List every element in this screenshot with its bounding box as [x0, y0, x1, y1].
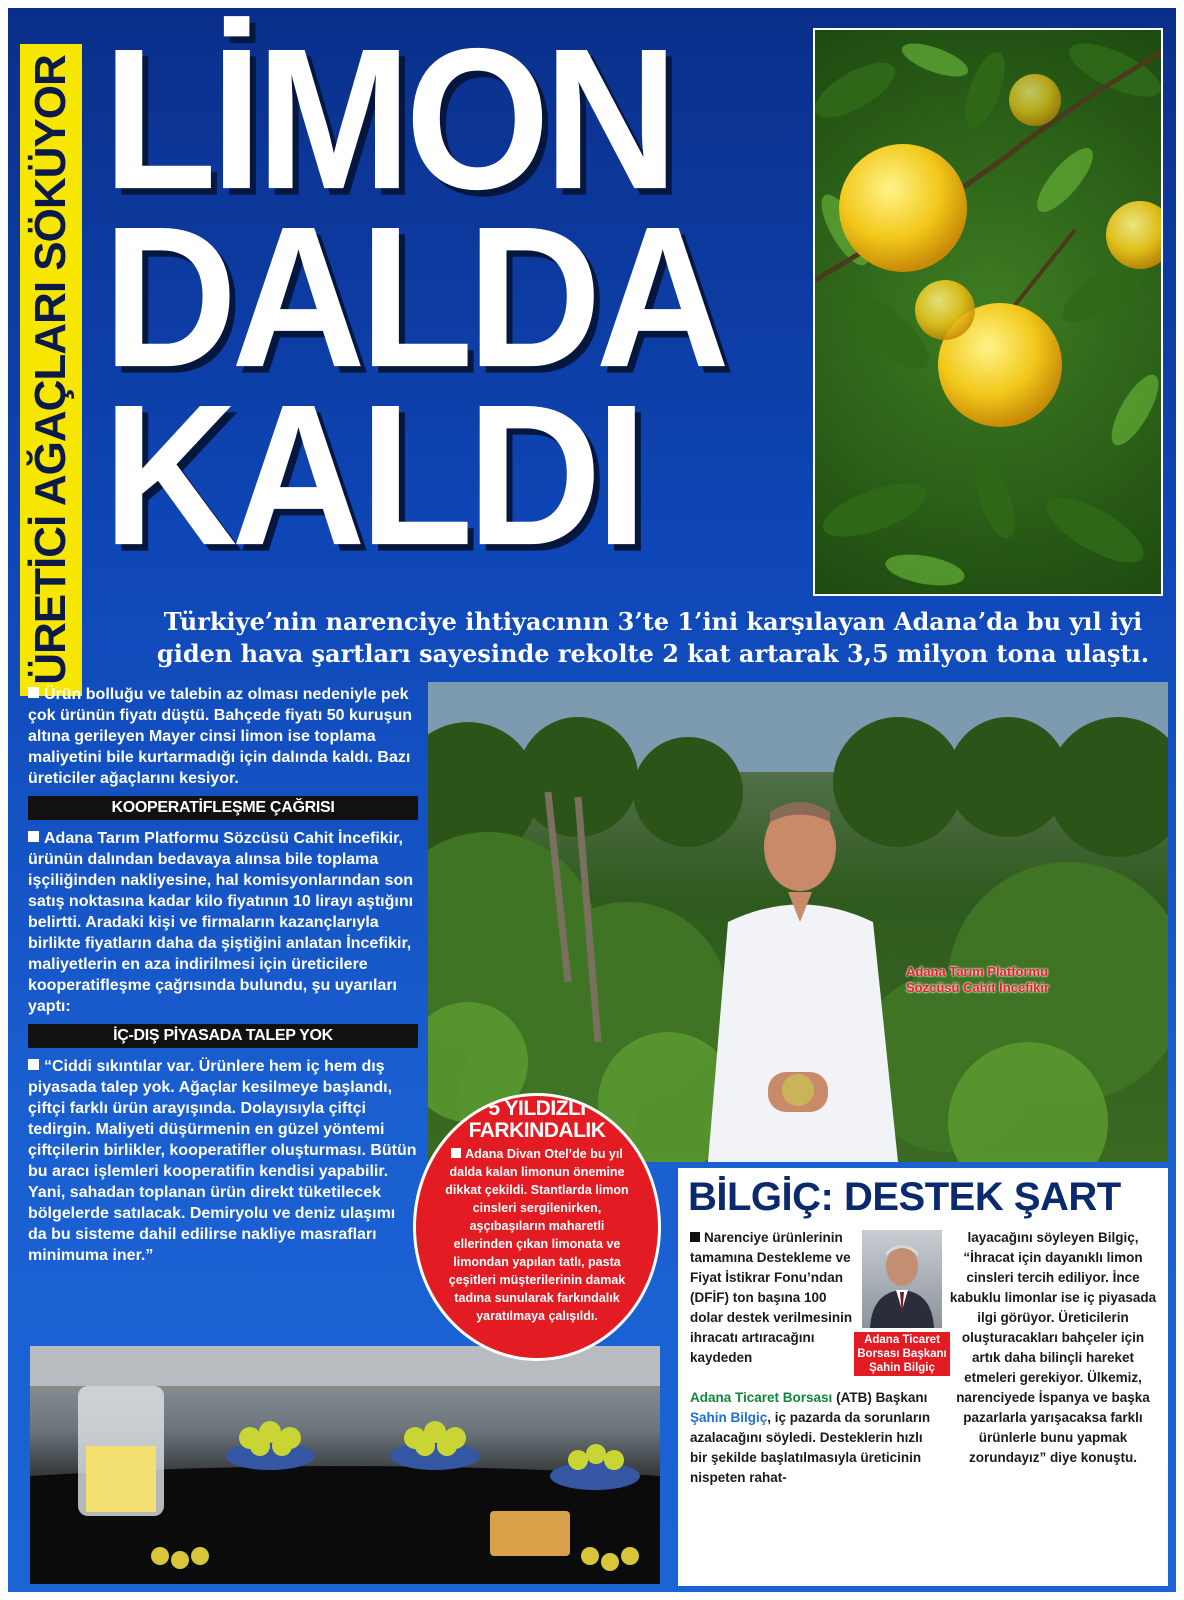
- intro-text: Ürün bolluğu ve talebin az olması nedeniyle pek çok ürünün fiyatı düştü. Bahçede fiyatı 50 kuruşun altına gerileyen Mayer cinsi limon ise toplama maliyetini bile kurtarmadığı için dalında kaldı. Bazı üreticiler ağaçlarını kesiyor.: [28, 686, 413, 787]
- cooperative-text: Adana Tarım Platformu Sözcüsü Cahit İncefikir, ürünün dalından bedavaya alınsa bile toplama işçiliğinden nakliyesine, hal komisyonlarından son satış noktasına kadar kilo fiyatının 10 lirayı aştığını belirtti. Aradaki kişi ve firmaların kazançlarıyla birlikte fiyatların daha da şiştiğini anlatan İncefikir, maliyetlerin en aza indirilmesi için üreticilere kooperatifleşme çağrısında bulundu, şu uyarıları yaptı:: [28, 830, 414, 1015]
- bilgic-column-2: layacağını söyleyen Bilgiç, “İhracat için dayanıklı limon cinsleri tercih ediliyor. İnce kabuklu limonlar ise iç piyasada ilgi görüyor. Üreticilerin oluşturacakları bahçeler için artık daha bilinçli hareket etmeleri gerekiyor. Ülkemiz, narenciyede İspanya ve başka pazarlarla yarışacaksa farklı ürünlerle bunu yapmak zorundayız” diye konuştu.: [949, 1230, 1157, 1465]
- intro-paragraph: [28, 684, 418, 789]
- left-column: [28, 684, 418, 1266]
- bilgic-column-1-top: [690, 1228, 860, 1368]
- subhead-cooperative: KOOPERATİFLEŞME ÇAĞRISI: [28, 796, 418, 820]
- orchard-portrait-photo: [428, 682, 1168, 1162]
- headline-line-1: LİMON: [103, 8, 673, 232]
- bilgic-column-1-bottom: [690, 1388, 940, 1488]
- bilgic-article-box: [678, 1168, 1168, 1586]
- bilgic-headline: BİLGİÇ: DESTEK ŞART: [688, 1175, 1121, 1219]
- vertical-kicker: [20, 44, 82, 696]
- bullet-square-icon: [690, 1232, 700, 1242]
- banquet-lemon-display-photo: [30, 1346, 660, 1584]
- headline-line-3: KALDI: [103, 363, 642, 588]
- portrait-illustration: [862, 1230, 942, 1328]
- headline-line-2: DALDA: [103, 185, 724, 410]
- callout-body-text: Adana Divan Otel’de bu yıl dalda kalan limonun önemine dikkat çekildi. Stantlarda limon cinsleri sergilenirken, aşçıbaşıların maharetli ellerinden çıkan limonata ve limondan yapılan tatlı, pasta çeşitleri müşterilerinin damak tadına sunularak farkındalık yaratılmaya çalışıldı.: [445, 1147, 629, 1323]
- bilgic-text-2: (ATB) Başkanı: [836, 1390, 928, 1405]
- orchard-illustration: [428, 682, 1168, 1162]
- newspaper-page: [8, 8, 1176, 1592]
- portrait-caption: Adana Ticaret Borsası Başkanı Şahin Bilgiç: [854, 1332, 950, 1376]
- callout-body: [442, 1145, 632, 1325]
- bilgic-text-1: Narenciye ürünlerinin tamamına Destekleme ve Fiyat İstikrar Fonu’ndan (DFİF) ton başına 100 dolar destek verilmesinin ihracatı artıracağını kaydeden: [690, 1230, 853, 1365]
- highlight-sahin-bilgic: Şahin Bilgiç: [690, 1410, 768, 1425]
- bullet-square-icon: [28, 687, 39, 698]
- callout-title: 5 YILDIZLI FARKINDALIK: [468, 1097, 606, 1142]
- cooperative-paragraph: [28, 828, 418, 1017]
- kicker-text: ÜRETİCİ AĞAÇLARI SÖKÜYOR: [26, 55, 75, 685]
- subhead-demand: İÇ-DIŞ PİYASADA TALEP YOK: [28, 1024, 418, 1048]
- quote-paragraph: [28, 1056, 418, 1266]
- bullet-square-icon: [28, 831, 39, 842]
- highlight-atb: Adana Ticaret Borsası: [690, 1390, 833, 1405]
- bullet-square-icon: [451, 1148, 461, 1158]
- quote-text: “Ciddi sıkıntılar var. Ürünlere hem iç hem dış piyasada talep yok. Ağaçlar kesilmeye başlandı, çiftçi farklı ürün arayışında. Dolayısıyla çiftçi tedirgin. Maliyeti düşürmenin en güzel yöntemi çiftçilerin birlikler, kooperatifler oluşturması. Bütün bu aracı işlemleri kooperatifin kendisi yapabilir. Yani, sahadan toplanan ürün direkt tüketilecek bölgelerde satılacak. Demiryolu ve deniz ulaşımı da bu sisteme dahil edilirse nakliye masrafları minimuma iner.”: [28, 1058, 417, 1264]
- photo-caption: Adana Tarım Platformu Sözcüsü Cahit İncefikir: [906, 964, 1050, 995]
- lemon-tree-photo: [813, 28, 1163, 596]
- banquet-illustration: [30, 1346, 660, 1584]
- lemon-tree-illustration: [815, 30, 1163, 596]
- five-star-awareness-callout: [413, 1093, 661, 1361]
- headline: [103, 8, 803, 588]
- bilgic-text-3: , iç pazarda da sorunların azalacağını söyledi. Desteklerin hızlı bir şekilde başlatılmasıyla üreticinin nispeten rahat-: [690, 1410, 931, 1485]
- bilgic-portrait: [862, 1230, 942, 1328]
- deck-summary: Türkiye’nin narenciye ihtiyacının 3’te 1’ini karşılayan Adana’da bu yıl iyi giden hava şartları sayesinde rekolte 2 kat artarak 3,5 milyon tona ulaştı.: [156, 607, 1150, 668]
- bullet-square-icon: [28, 1059, 39, 1070]
